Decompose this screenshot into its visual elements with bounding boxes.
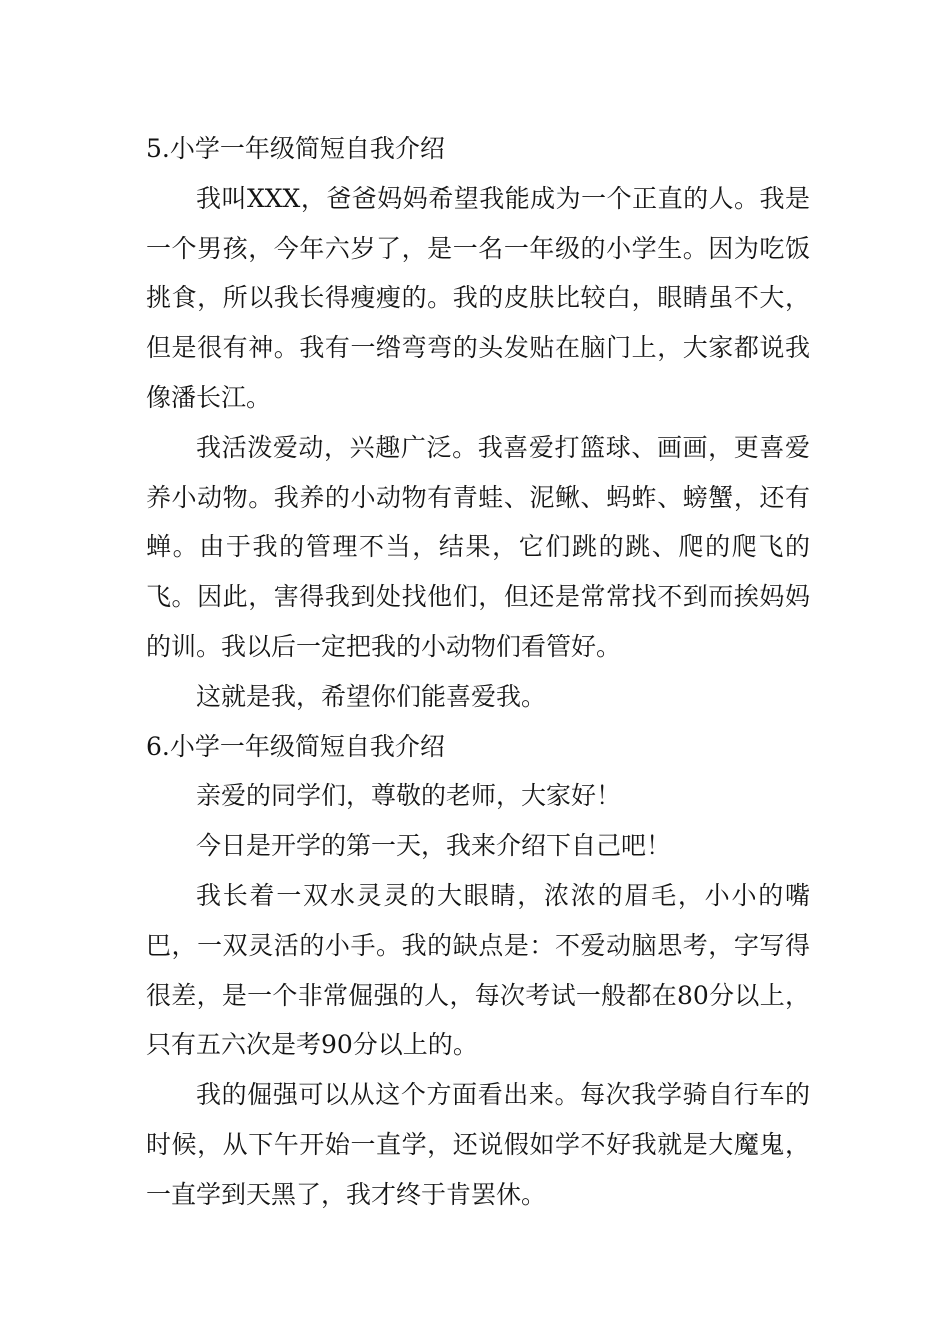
document-body xyxy=(146,124,810,1220)
section-6-paragraph-4: 我的倔强可以从这个方面看出来。每次我学骑自行车的时候，从下午开始一直学，还说假如学不好我就是大魔鬼，一直学到天黑了，我才终于肯罢休。 xyxy=(146,1080,810,1209)
section-5-paragraph-1: 我叫XXX，爸爸妈妈希望我能成为一个正直的人。我是一个男孩，今年六岁了，是一名一年级的小学生。因为吃饭挑食，所以我长得瘦瘦的。我的皮肤比较白，眼睛虽不大，但是很有神。我有一绺弯弯的头发贴在脑门上，大家都说我像潘长江。 xyxy=(146,183,810,412)
section-6-paragraph-1: 亲爱的同学们，尊敬的老师，大家好！ xyxy=(196,781,622,811)
section-5-paragraph-2: 我活泼爱动，兴趣广泛。我喜爱打篮球、画画，更喜爱养小动物。我养的小动物有青蛙、泥鳅、蚂蚱、螃蟹，还有蝉。由于我的管理不当，结果，它们跳的跳、爬的爬飞的飞。因此，害得我到处找他们，但还是常常找不到而挨妈妈的训。我以后一定把我的小动物们看管好。 xyxy=(146,432,810,661)
section-heading-6: 6.小学一年级简短自我介绍 xyxy=(146,731,445,761)
section-6-paragraph-3: 我长着一双水灵灵的大眼睛，浓浓的眉毛，小小的嘴巴，一双灵活的小手。我的缺点是：不爱动脑思考，字写得很差，是一个非常倔强的人，每次考试一般都在80分以上，只有五六次是考90分以上的。 xyxy=(146,880,810,1060)
section-6-paragraph-2: 今日是开学的第一天，我来介绍下自己吧！ xyxy=(196,831,672,861)
section-heading-5: 5.小学一年级简短自我介绍 xyxy=(146,134,445,163)
section-5-paragraph-3: 这就是我，希望你们能喜爱我。 xyxy=(196,681,547,711)
